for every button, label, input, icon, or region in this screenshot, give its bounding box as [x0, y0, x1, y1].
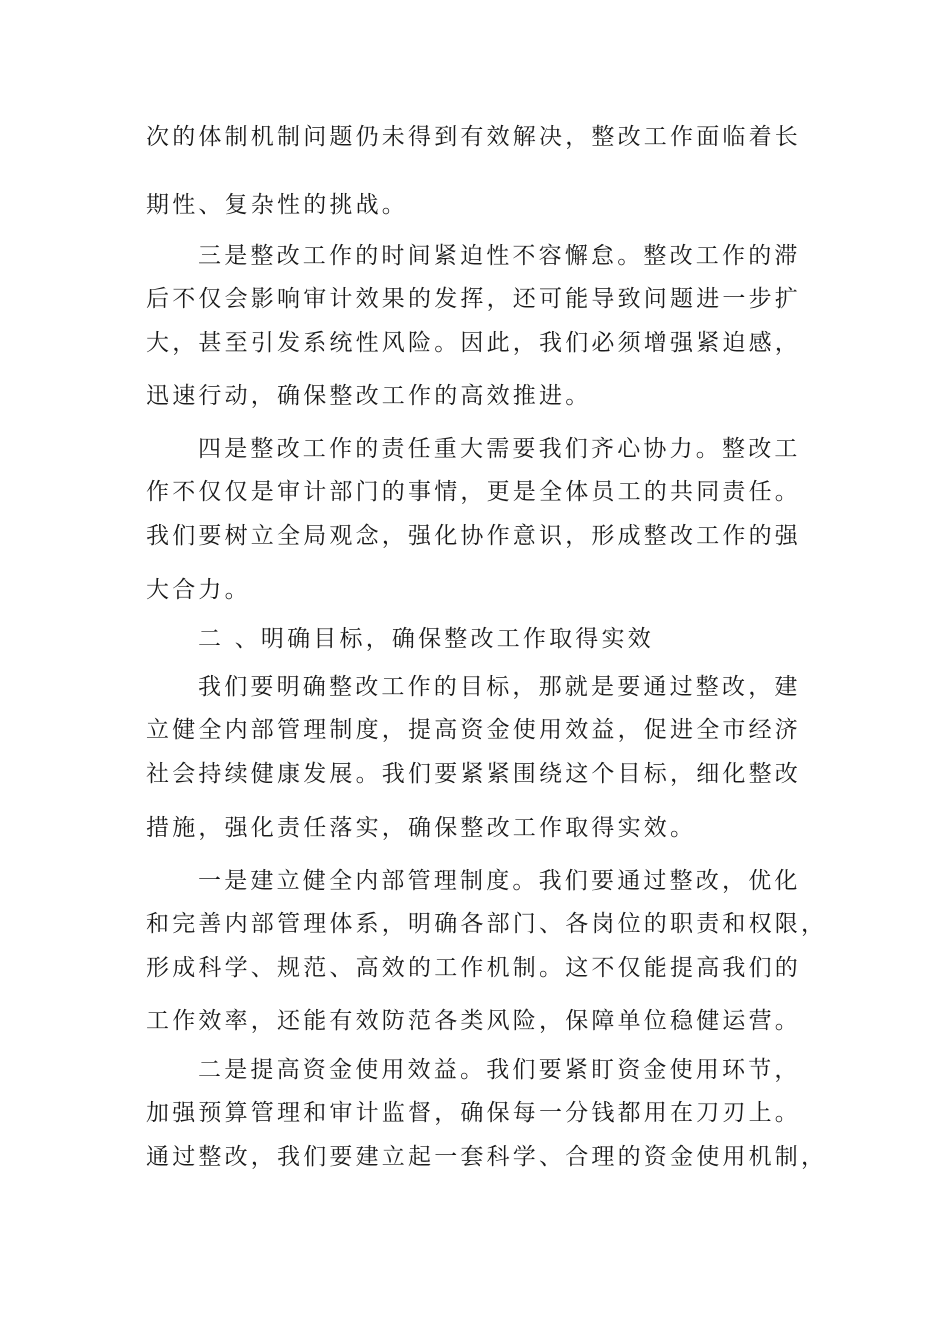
text-line: 后不仅会影响审计效果的发挥，还可能导致问题进一步扩 — [146, 286, 801, 312]
text-line: 和完善内部管理体系，明确各部门、各岗位的职责和权限， — [146, 911, 828, 937]
paragraph-start-line: 一是建立健全内部管理制度。我们要通过整改，优化 — [198, 868, 801, 894]
paragraph-start-line: 四是整改工作的责任重大需要我们齐心协力。整改工 — [198, 436, 801, 462]
text-line: 通过整改，我们要建立起一套科学、合理的资金使用机制， — [146, 1144, 828, 1170]
text-line: 工作效率，还能有效防范各类风险，保障单位稳健运营。 — [146, 1008, 801, 1034]
text-line: 大，甚至引发系统性风险。因此，我们必须增强紧迫感， — [146, 330, 801, 356]
section-heading: 二 、明确目标，确保整改工作取得实效 — [198, 626, 654, 652]
text-line: 立健全内部管理制度，提高资金使用效益，促进全市经济 — [146, 717, 801, 743]
paragraph-start-line: 我们要明确整改工作的目标，那就是要通过整改，建 — [198, 674, 801, 700]
paragraph-start-line: 二是提高资金使用效益。我们要紧盯资金使用环节， — [198, 1057, 801, 1083]
text-line: 我们要树立全局观念，强化协作意识，形成整改工作的强 — [146, 523, 801, 549]
text-line: 社会持续健康发展。我们要紧紧围绕这个目标，细化整改 — [146, 761, 801, 787]
text-line: 措施，强化责任落实，确保整改工作取得实效。 — [146, 815, 697, 841]
text-line: 加强预算管理和审计监督，确保每一分钱都用在刀刃上。 — [146, 1100, 801, 1126]
text-line: 迅速行动，确保整改工作的高效推进。 — [146, 383, 592, 409]
text-line: 期性、复杂性的挑战。 — [146, 192, 408, 218]
text-line: 作不仅仅是审计部门的事情，更是全体员工的共同责任。 — [146, 479, 801, 505]
paragraph-start-line: 三是整改工作的时间紧迫性不容懈怠。整改工作的滞 — [198, 243, 801, 269]
text-line: 形成科学、规范、高效的工作机制。这不仅能提高我们的 — [146, 955, 801, 981]
text-line: 大合力。 — [146, 577, 251, 603]
text-line: 次的体制机制问题仍未得到有效解决，整改工作面临着长 — [146, 124, 801, 150]
